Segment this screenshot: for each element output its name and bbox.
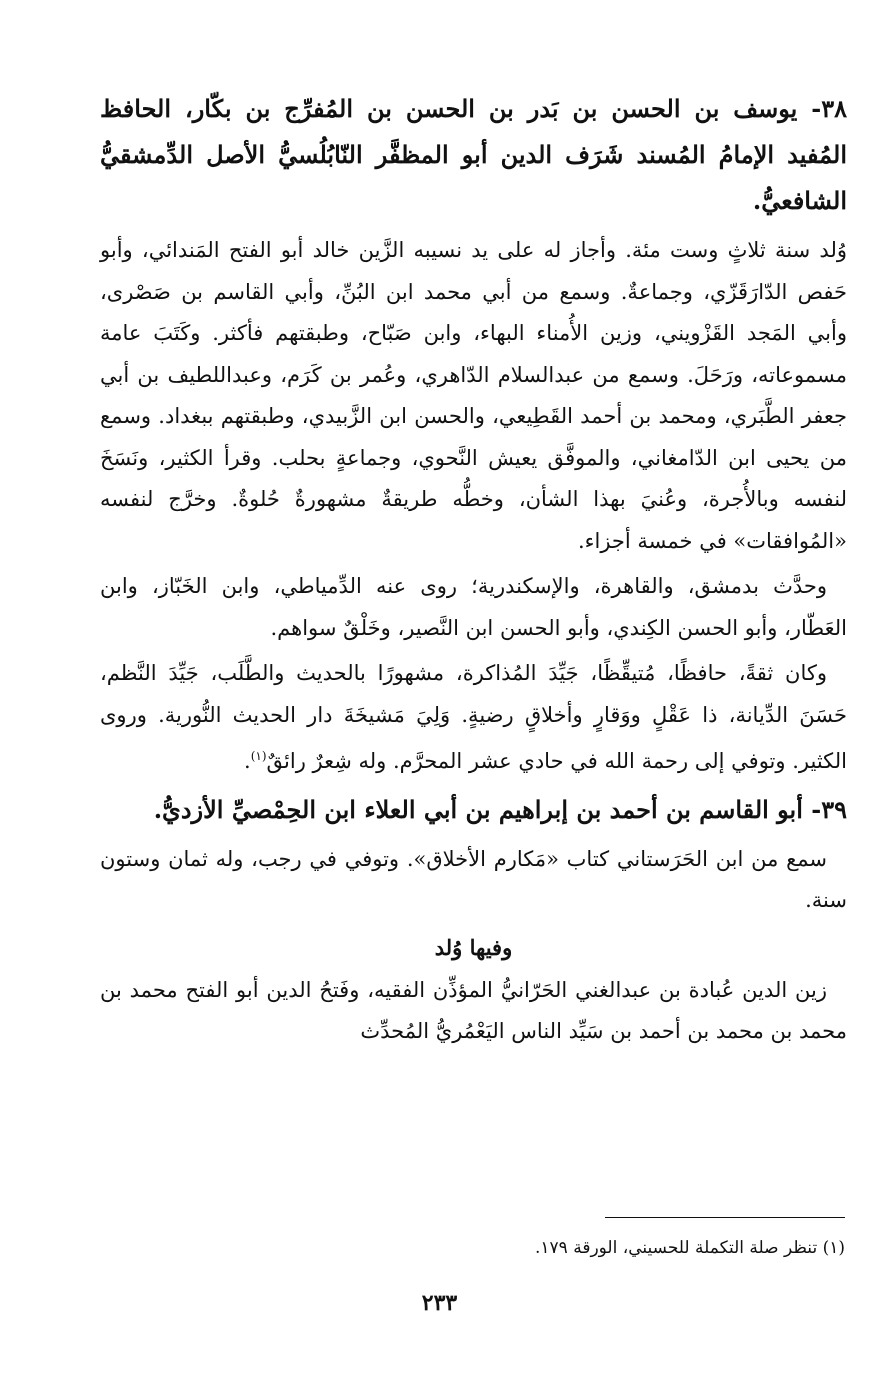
entry-39-title: ٣٩- أبو القاسم بن أحمد بن إبراهيم بن أبي العلاء ابن الحِمْصيِّ الأزديُّ. [153, 794, 847, 824]
births-paragraph: زين الدين عُبادة بن عبدالغني الحَرّانيُّ المؤذِّن الفقيه، وفَتحُ الدين أبو الفتح محمد بن محمد بن محمد بن أحمد بن سَيِّد الناس اليَعْمُريُّ المُحدِّث [100, 977, 847, 1043]
footnote-divider [605, 1217, 845, 1218]
entry-38-paragraph-2: وحدَّث بدمشق، والقاهرة، والإسكندرية؛ روى عنه الدِّمياطي، وابن الخَبّاز، وابن العَطّار، وأبو الحسن الكِندي، وأبو الحسن ابن النَّصير، وخَلْقٌ سواهم. [100, 574, 847, 640]
entry-38-paragraph-1: وُلد سنة ثلاثٍ وست مئة. وأجاز له على يد نسيبه الزَّين خالد أبو الفتح المَندائي، وأبو حَفص الدّارَقَزّي، وجماعةٌ. وسمع من أبي محمد ابن البُنِّ، وأبي القاسم بن صَصْرى، وأبي المَجد القَزْويني، وزين الأُمناء البهاء، وابن صَبّاح، وطبقتهم فأكثر. وكَتَبَ عامة مسموعاته، ورَحَلَ. وسمع من عبدالسلام الدّاهري، وعُمر بن كَرَم، وعبداللطيف بن أبي جعفر الطَّبَري، ومحمد بن أحمد القَطِيعي، والحسن ابن الزَّبيدي، وطبقتهم ببغداد. وسمع من يحيى ابن الدّامغاني، والموفَّق يعيش النَّحوي، وجماعةٍ بحلب. وقرأ الكثير، ونَسَخَ لنفسه وبالأُجرة، وعُنيَ بهذا الشأن، وخطُّه طريقةٌ مشهورةٌ حُلوةٌ. وخرَّج لنفسه «المُوافقات» في خمسة أجزاء. [100, 238, 847, 553]
entry-38-closing-dot: . [244, 749, 251, 773]
footnote-number: (١) [822, 1238, 845, 1258]
footnote-marker: (١) [250, 749, 267, 763]
births-heading: وفيها وُلد [434, 934, 513, 960]
entry-38-paragraph-3 [100, 653, 847, 783]
entry-38-paragraph-3-text: وكان ثقةً، حافظًا، مُتيقِّظًا، جَيِّدَ المُذاكرة، مشهورًا بالحديث والطَّلَب، جَيِّدَ النَّظم، حَسَنَ الدِّيانة، ذا عَقْلٍ ووَقارٍ وأخلاقٍ رضيةٍ. وَلِيَ مَشيخَةَ دار الحديث النُّورية. وروى الكثير. وتوفي إلى رحمة الله في حادي عشر المحرَّم. وله شِعرٌ رائقٌ [100, 661, 847, 773]
page-number: ٢٣٣ [421, 1290, 458, 1316]
page-body [100, 86, 847, 1057]
entry-39-paragraph: سمع من ابن الحَرَستاني كتاب «مَكارم الأخلاق». وتوفي في رجب، وله ثمان وستون سنة. [100, 846, 847, 912]
footnote [100, 1233, 845, 1263]
entry-38-title: ٣٨- يوسف بن الحسن بن بَدر بن الحسن بن المُفرِّج بن بكّار، الحافظ المُفيد الإمامُ المُسند شَرَف الدين أبو المظفَّر النّابُلُسيُّ الأصل الدِّمشقيُّ الشافعيُّ. [100, 94, 847, 215]
footnote-text: تنظر صلة التكملة للحسيني، الورقة ١٧٩. [534, 1238, 818, 1258]
